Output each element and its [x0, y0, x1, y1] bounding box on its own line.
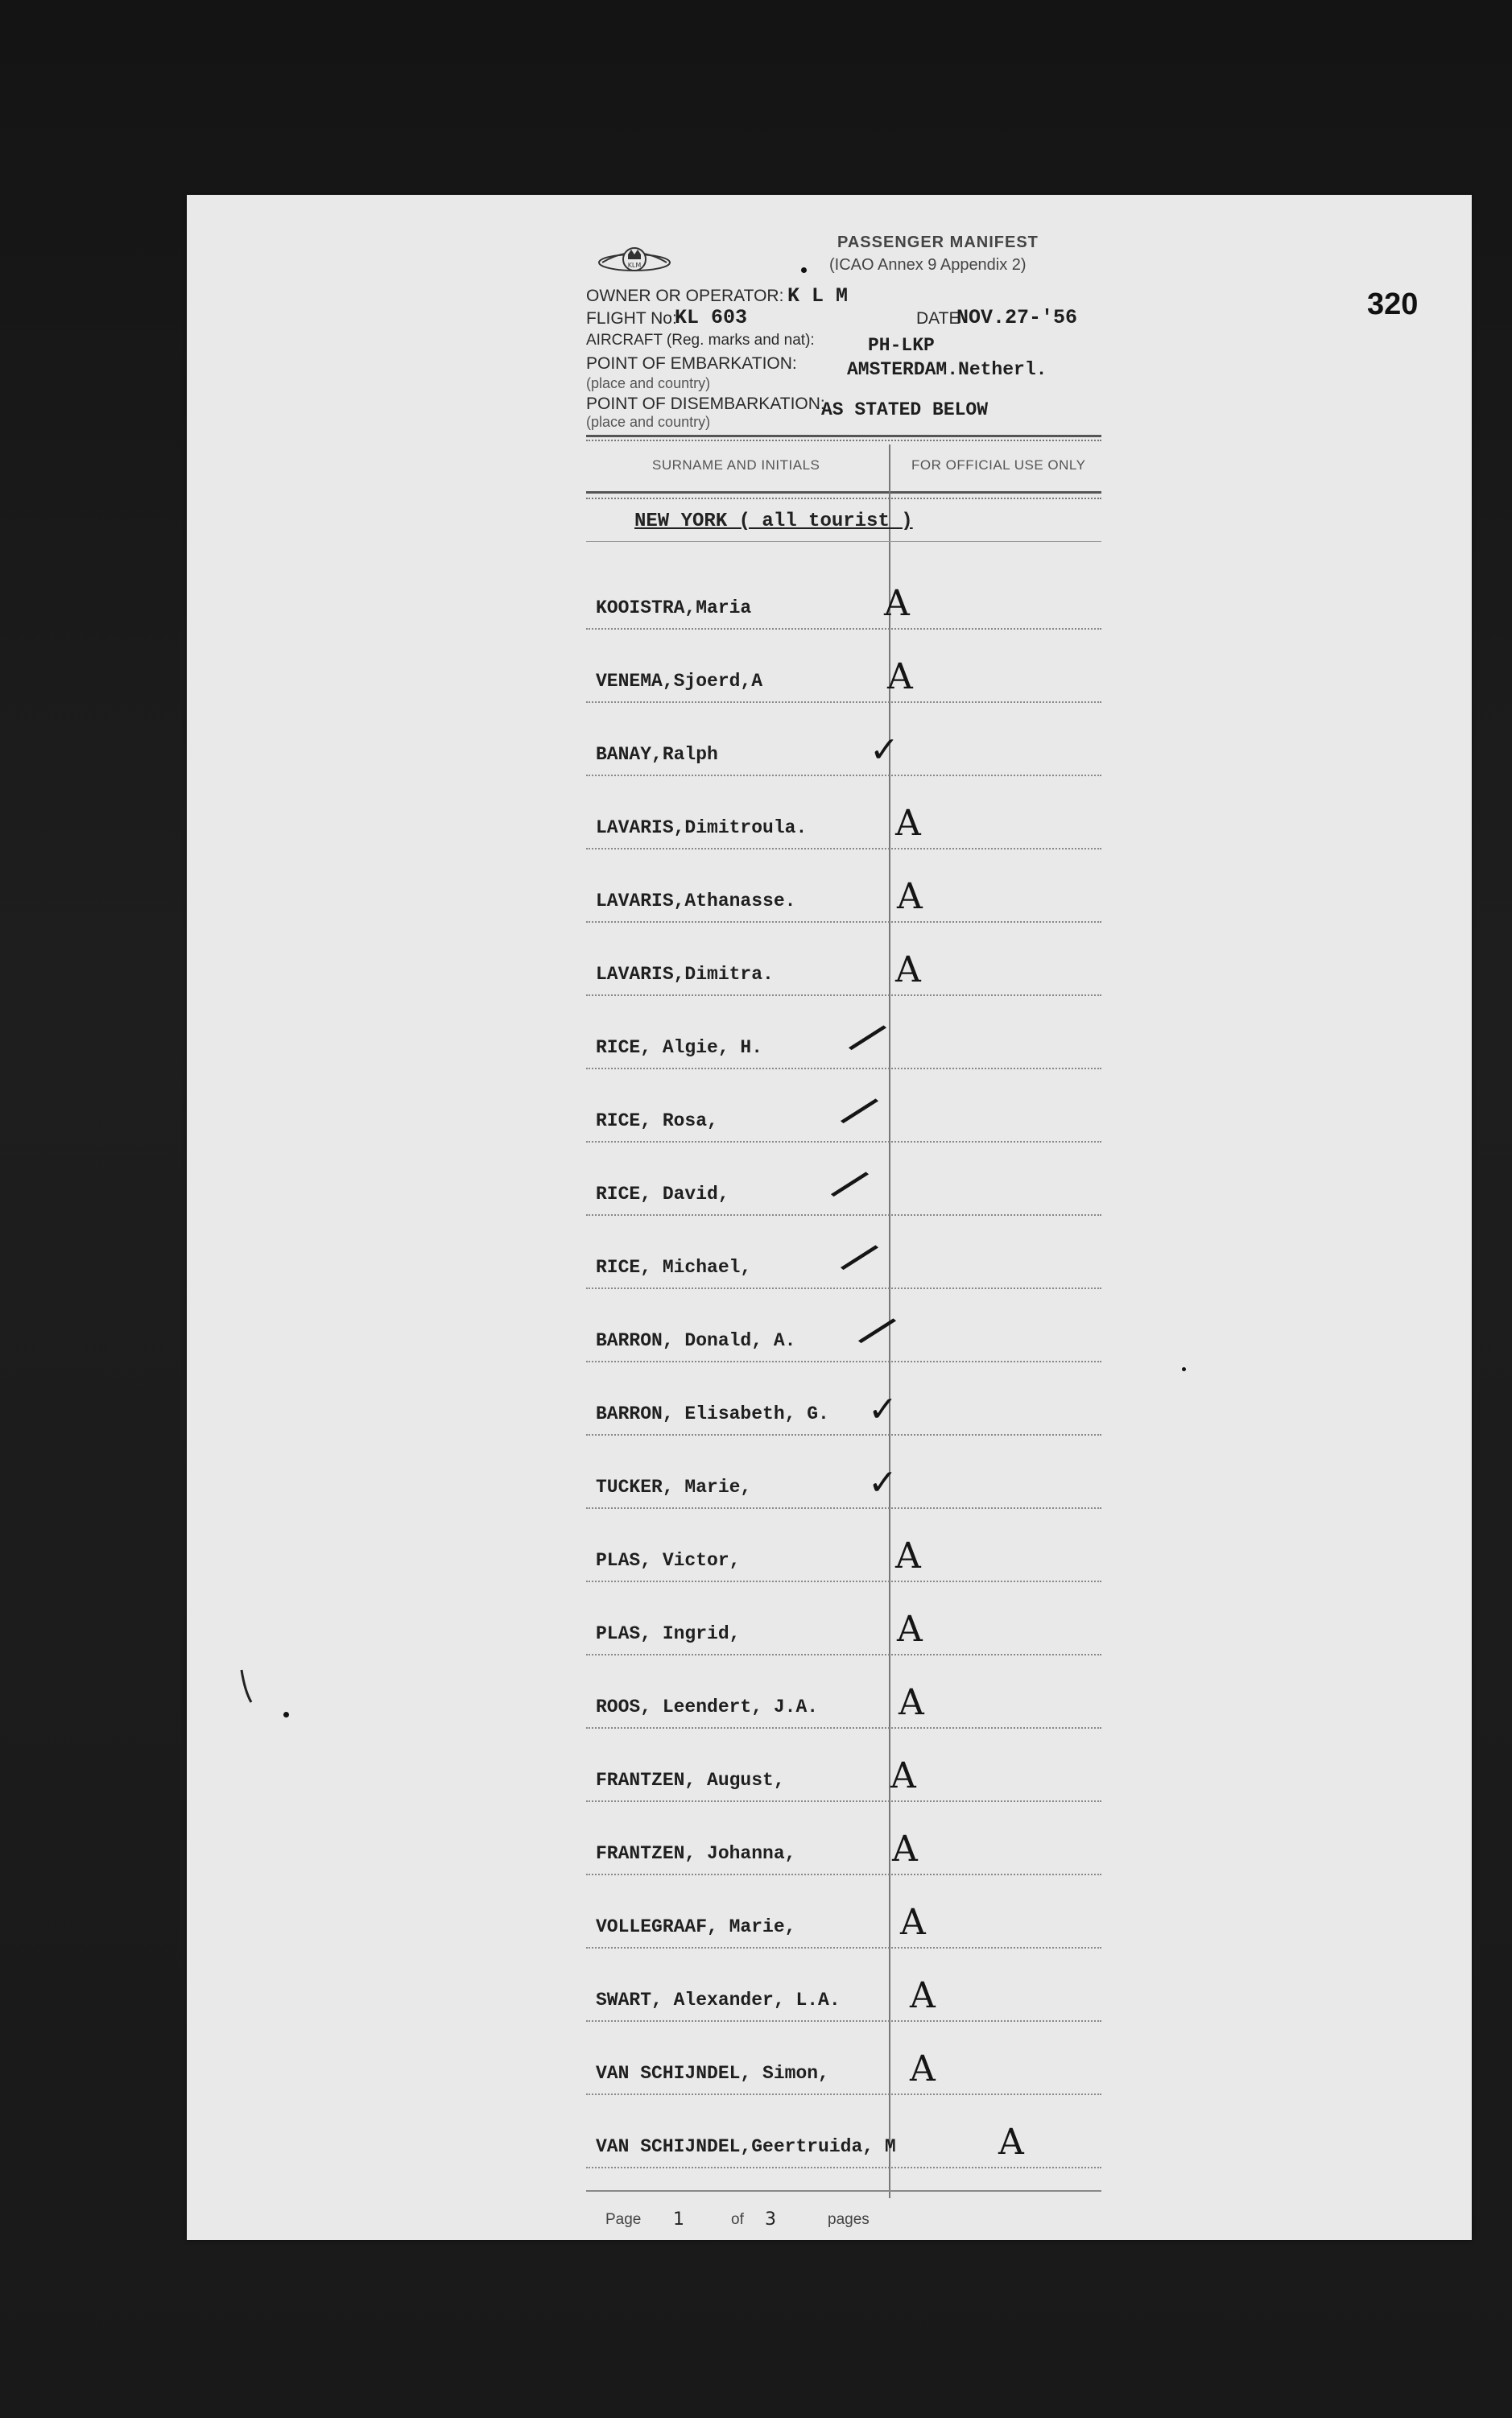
passenger-row [586, 2023, 1101, 2095]
row-dotted-rule [586, 628, 1101, 630]
passenger-row [586, 704, 1101, 776]
passenger-row [586, 1217, 1101, 1289]
passenger-name: LAVARIS,Dimitroula. [596, 817, 808, 838]
passenger-name: VAN SCHIJNDEL, Simon, [596, 2063, 829, 2084]
row-dotted-rule [586, 1727, 1101, 1729]
official-check-mark: A [887, 656, 913, 697]
ink-stroke [238, 1667, 254, 1707]
passenger-name: KOOISTRA,Maria [596, 597, 752, 618]
official-check-mark: A [895, 803, 921, 844]
official-check-mark: A [899, 1682, 924, 1723]
passenger-row [586, 1583, 1101, 1655]
flight-value: KL 603 [675, 306, 748, 329]
ink-dot [801, 267, 807, 273]
row-dotted-rule [586, 848, 1101, 849]
row-dotted-rule [586, 2020, 1101, 2022]
row-dotted-rule [586, 1141, 1101, 1143]
owner-label: OWNER OR OPERATOR: [586, 287, 784, 305]
row-dotted-rule [586, 1947, 1101, 1949]
official-check-mark: A [890, 1755, 916, 1796]
passenger-row [586, 557, 1101, 630]
header-bottom-dotted-rule [586, 498, 1101, 499]
footer-total-value: 3 [765, 2209, 776, 2230]
passenger-row [586, 1363, 1101, 1436]
official-check-mark: A [910, 1975, 936, 2016]
svg-text:KLM: KLM [627, 262, 642, 269]
row-dotted-rule [586, 2094, 1101, 2095]
passenger-name: VAN SCHIJNDEL,Geertruida, M [596, 2136, 896, 2157]
passenger-name: PLAS, Ingrid, [596, 1623, 741, 1644]
official-check-mark: / [853, 1303, 903, 1358]
footer-page-label: Page [605, 2211, 642, 2228]
official-check-mark: ✓ [870, 730, 899, 771]
aircraft-label: AIRCRAFT (Reg. marks and nat): [586, 332, 815, 349]
row-dotted-rule [586, 1581, 1101, 1582]
header-top-dotted-rule [586, 440, 1101, 441]
official-check-mark: A [910, 2048, 936, 2089]
date-label: DATE [916, 309, 960, 328]
passenger-name: SWART, Alexander, L.A. [596, 1990, 841, 2011]
footer-rule [586, 2190, 1101, 2192]
row-dotted-rule [586, 1507, 1101, 1509]
embarkation-value: AMSTERDAM.Netherl. [847, 359, 1047, 380]
official-check-mark: / [835, 1230, 885, 1284]
passenger-name: RICE, Rosa, [596, 1110, 718, 1131]
row-dotted-rule [586, 921, 1101, 923]
row-dotted-rule [586, 1434, 1101, 1436]
official-check-mark: ✓ [868, 1389, 898, 1430]
passenger-row [586, 2096, 1101, 2168]
header-top-rule [586, 435, 1101, 437]
subheading-rule [586, 541, 1101, 542]
passenger-name: RICE, David, [596, 1184, 729, 1205]
passenger-row [586, 1510, 1101, 1582]
passenger-name: LAVARIS,Dimitra. [596, 964, 774, 985]
official-check-mark: A [900, 1902, 926, 1943]
ink-dot [1182, 1367, 1186, 1371]
passenger-row [586, 1656, 1101, 1729]
row-dotted-rule [586, 1288, 1101, 1289]
column-header-official-use: FOR OFFICIAL USE ONLY [911, 457, 1086, 473]
official-check-mark: ✓ [868, 1462, 898, 1503]
passenger-row [586, 777, 1101, 849]
official-check-mark: A [884, 583, 910, 624]
flight-label: FLIGHT No: [586, 309, 677, 328]
ink-dot [283, 1712, 289, 1717]
official-check-mark: A [895, 949, 921, 990]
passenger-name: BARRON, Elisabeth, G. [596, 1403, 829, 1424]
passenger-row [586, 630, 1101, 703]
row-dotted-rule [586, 994, 1101, 996]
disembarkation-sub-label: (place and country) [586, 414, 711, 430]
official-check-mark: A [892, 1829, 918, 1870]
passenger-name: RICE, Algie, H. [596, 1037, 763, 1058]
passenger-row [586, 997, 1101, 1069]
footer-page-value: 1 [673, 2209, 684, 2230]
row-dotted-rule [586, 1214, 1101, 1216]
passenger-row [586, 850, 1101, 923]
official-check-mark: A [897, 1609, 923, 1650]
passenger-row [586, 1070, 1101, 1143]
passenger-row [586, 1876, 1101, 1949]
passenger-name: LAVARIS,Athanasse. [596, 891, 796, 911]
embarkation-label: POINT OF EMBARKATION: [586, 354, 797, 373]
passenger-name: PLAS, Victor, [596, 1550, 741, 1571]
archive-page-number: 320 [1367, 287, 1419, 321]
official-check-mark: / [835, 1083, 885, 1138]
passenger-row [586, 1803, 1101, 1875]
passenger-name: FRANTZEN, Johanna, [596, 1843, 796, 1864]
passenger-name: VENEMA,Sjoerd,A [596, 671, 763, 692]
disembarkation-label: POINT OF DISEMBARKATION: [586, 395, 825, 413]
row-dotted-rule [586, 1068, 1101, 1069]
footer-of-label: of [731, 2211, 744, 2228]
column-header-surname: SURNAME AND INITIALS [652, 457, 820, 473]
passenger-row [586, 1143, 1101, 1216]
row-dotted-rule [586, 1874, 1101, 1875]
passenger-row [586, 1436, 1101, 1509]
destination-subheading: NEW YORK ( all tourist ) [634, 510, 913, 532]
passenger-row [586, 1730, 1101, 1802]
manifest-subtitle: (ICAO Annex 9 Appendix 2) [829, 256, 1027, 274]
date-value: NOV.27-'56 [956, 306, 1078, 329]
embarkation-sub-label: (place and country) [586, 375, 711, 391]
official-check-mark: A [998, 2122, 1024, 2163]
passenger-name: FRANTZEN, August, [596, 1770, 785, 1791]
row-dotted-rule [586, 1800, 1101, 1802]
passenger-name: BARRON, Donald, A. [596, 1330, 796, 1351]
row-dotted-rule [586, 1361, 1101, 1362]
footer-pages-label: pages [828, 2211, 870, 2228]
row-dotted-rule [586, 775, 1101, 776]
row-dotted-rule [586, 1654, 1101, 1655]
manifest-title: PASSENGER MANIFEST [837, 234, 1039, 251]
aircraft-value: PH-LKP [868, 335, 935, 356]
passenger-name: RICE, Michael, [596, 1257, 752, 1278]
official-check-mark: / [825, 1156, 875, 1211]
official-check-mark: A [897, 876, 923, 917]
passenger-row [586, 924, 1101, 996]
passenger-name: TUCKER, Marie, [596, 1477, 752, 1498]
passenger-row [586, 1949, 1101, 2022]
row-dotted-rule [586, 701, 1101, 703]
passenger-name: ROOS, Leendert, J.A. [596, 1697, 819, 1717]
klm-crown-logo-icon [596, 235, 673, 285]
official-check-mark: A [895, 1536, 921, 1577]
header-bottom-rule [586, 491, 1101, 494]
passenger-name: BANAY,Ralph [596, 744, 718, 765]
disembarkation-value: AS STATED BELOW [821, 399, 989, 420]
passenger-name: VOLLEGRAAF, Marie, [596, 1916, 796, 1937]
official-check-mark: / [843, 1010, 893, 1064]
passenger-row [586, 1290, 1101, 1362]
row-dotted-rule [586, 2167, 1101, 2168]
owner-value: K L M [787, 284, 849, 308]
